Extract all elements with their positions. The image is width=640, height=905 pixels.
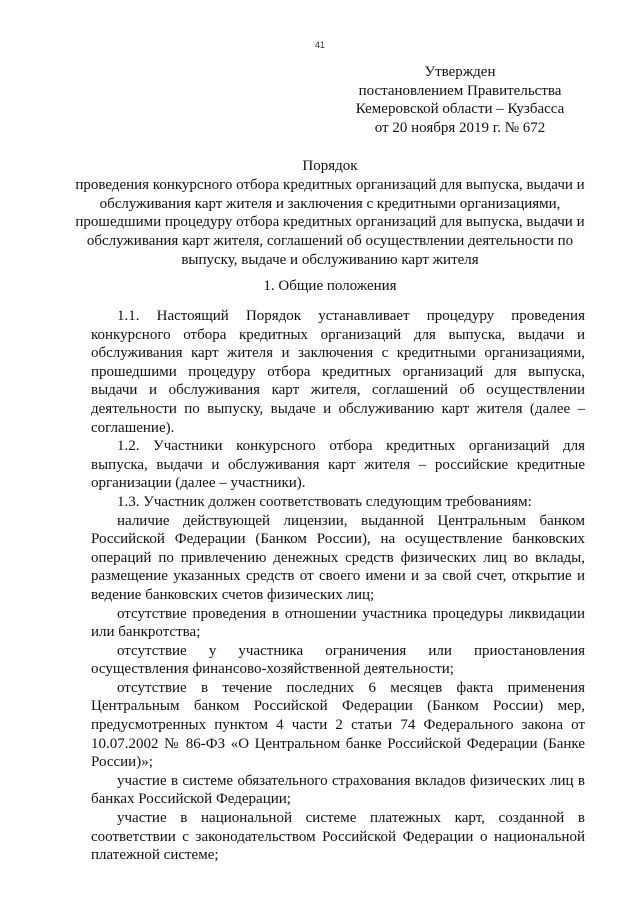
requirement-deposit-insurance: участие в системе обязательного страхования вкладов физических лиц в банках Российской Федерации; [91, 772, 585, 808]
approval-line-2: постановлением Правительства [358, 82, 562, 99]
section-heading: 1. Общие положения [263, 278, 397, 294]
requirement-no-liquidation: отсутствие проведения в отношении участника процедуры ликвидации или банкротства; [91, 605, 585, 641]
approval-line-1: Утвержден [424, 64, 496, 80]
title-subtitle: проведения конкурсного отбора кредитных организаций для выпуска, выдачи и обслуживания карт жителя и заключения с кредитными организациями, прошедшими процедуру отбора кредитных организаций для выпуска, выдачи и обслуживания карт жителя, соглашений об осуществлении деятельности по выпуску, выдаче и обслуживанию карт жителя [75, 176, 585, 268]
paragraph-1-2: 1.2. Участники конкурсного отбора кредитных организаций для выпуска, выдачи и обслуживания карт жителя – российские кредитные организации (далее – участники). [91, 438, 585, 492]
title-main: Порядок [302, 158, 358, 174]
requirement-license: наличие действующей лицензии, выданной Центральным банком Российской Федерации (Банком России), на осуществление банковских операций по привлечению денежных средств физических лиц во вклады, размещение указанных средств от своего имени и за свой счет, открытие и ведение банковских счетов физических лиц; [91, 512, 585, 603]
requirement-payment-system: участие в национальной системе платежных карт, созданной в соответствии с законодательством Российской Федерации о национальной платежной системе; [91, 810, 585, 864]
document-body [91, 307, 585, 865]
approval-line-3: Кемеровской области – Кузбасса [355, 101, 565, 118]
approval-line-4: от 20 ноября 2019 г. № 672 [374, 119, 546, 136]
paragraph-1-3: 1.3. Участник должен соответствовать следующим требованиям: [117, 493, 532, 510]
requirement-no-restriction: отсутствие у участника ограничения или приостановления осуществления финансово-хозяйственной деятельности; [91, 642, 585, 678]
page-number: 41 [314, 40, 325, 50]
approval-stamp [330, 63, 590, 137]
document-title [70, 157, 590, 270]
paragraph-1-1: 1.1. Настоящий Порядок устанавливает процедуру проведения конкурсного отбора кредитных организаций для выпуска, выдачи и обслуживания карт жителя и заключения с кредитными организациями, прошедшими процедуру отбора кредитных организаций для выпуска, выдачи и обслуживания карт жителя, соглашений об осуществлении деятельности по выпуску, выдаче и обслуживанию карт жителя (далее – соглашение). [91, 308, 585, 436]
requirement-no-measures: отсутствие в течение последних 6 месяцев факта применения Центральным банком Российской Федерации (Банком России) мер, предусмотренных пунктом 4 части 2 статьи 74 Федерального закона от 10.07.2002 № 86-ФЗ «О Центральном банке Российской Федерации (Банке России)»; [91, 679, 585, 771]
